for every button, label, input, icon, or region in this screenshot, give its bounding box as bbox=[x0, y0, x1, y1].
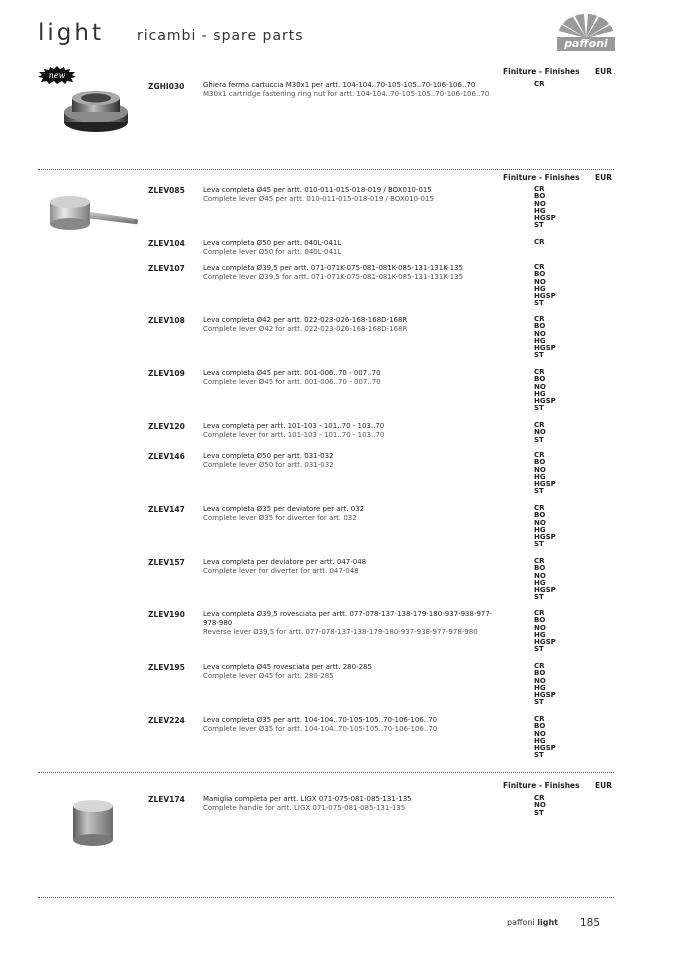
finish-code: HG bbox=[534, 683, 546, 692]
item-description bbox=[203, 422, 495, 440]
item-finishes bbox=[534, 558, 556, 602]
item-finishes bbox=[534, 186, 556, 230]
item-code: ZLEV195 bbox=[148, 663, 185, 672]
item-code: ZLEV108 bbox=[148, 316, 185, 325]
description-en: Complete lever Ø35 for diverter for art. 032 bbox=[203, 514, 357, 522]
finish-code: CR bbox=[534, 185, 545, 193]
finish-code: HGSP bbox=[534, 344, 556, 353]
item-finishes bbox=[534, 316, 556, 360]
finish-code: CR bbox=[534, 315, 545, 323]
item-finishes bbox=[534, 505, 556, 549]
finish-code: NO bbox=[534, 801, 546, 810]
description-it: Leva completa Ø42 per artt. 022-023-026-168-168D-168R bbox=[203, 316, 408, 324]
finish-code: ST bbox=[534, 698, 544, 707]
finish-code: HGSP bbox=[534, 744, 556, 753]
finish-code: NO bbox=[534, 729, 546, 738]
description-it: Leva completa per artt. 101-103 - 101..70 - 103..70 bbox=[203, 422, 385, 430]
finish-code: HG bbox=[534, 736, 546, 745]
item-description bbox=[203, 452, 495, 470]
item-finishes bbox=[534, 663, 556, 707]
finish-code: CR bbox=[534, 794, 545, 802]
finish-code: ST bbox=[534, 351, 544, 360]
finish-code: NO bbox=[534, 199, 546, 208]
finish-code: ST bbox=[534, 487, 544, 496]
finish-code: HG bbox=[534, 206, 546, 215]
item-finishes bbox=[534, 795, 546, 817]
item-finishes bbox=[534, 452, 556, 496]
section-2-column-header bbox=[503, 173, 612, 182]
new-badge-label: new bbox=[48, 71, 66, 80]
item-finishes bbox=[534, 239, 545, 246]
section-1-column-header bbox=[503, 67, 612, 76]
finish-code: CR bbox=[534, 715, 545, 723]
finish-code: ST bbox=[534, 435, 544, 444]
item-description bbox=[203, 558, 495, 576]
finish-code: HGSP bbox=[534, 480, 556, 489]
item-finishes bbox=[534, 422, 546, 444]
section-divider bbox=[38, 772, 614, 773]
finish-code: CR bbox=[534, 451, 545, 459]
finish-code: CR bbox=[534, 557, 545, 565]
finish-code: HGSP bbox=[534, 691, 556, 700]
description-en: Complete lever Ø35 for artt. 104-104..70-105-105..70-106-106..70 bbox=[203, 725, 438, 733]
description-it: Leva completa Ø35 per artt. 104-104..70-105-105..70-106-106..70 bbox=[203, 716, 438, 724]
finish-code: HG bbox=[534, 525, 546, 534]
ring-nut-image bbox=[60, 86, 132, 136]
finish-code: BO bbox=[534, 616, 546, 625]
page-subtitle: ricambi - spare parts bbox=[137, 28, 304, 44]
paffoni-logo bbox=[557, 14, 615, 54]
finish-code: HGSP bbox=[534, 638, 556, 647]
description-it: Leva completa Ø39,5 rovesciata per artt. 077-078-137-138-179-180-937-938-977-978-980 bbox=[203, 610, 493, 627]
description-en: Complete lever Ø45 for artt. 280-285 bbox=[203, 672, 334, 680]
eur-label: EUR bbox=[595, 67, 612, 76]
description-it: Leva completa Ø50 per artt. 040L-041L bbox=[203, 239, 342, 247]
item-description bbox=[203, 795, 495, 813]
finishes-label: Finiture - Finishes bbox=[503, 67, 580, 76]
description-en: Reverse lever Ø39,5 for artt. 077-078-137-138-179-180-937-938-977-978-980 bbox=[203, 628, 478, 636]
page-number: 185 bbox=[580, 917, 601, 929]
item-code: ZLEV224 bbox=[148, 716, 185, 725]
finish-code: CR bbox=[534, 421, 545, 429]
description-it: Leva completa Ø45 per artt. 010-011-015-018-019 / BOX010-015 bbox=[203, 186, 432, 194]
item-description bbox=[203, 264, 495, 282]
item-description bbox=[203, 663, 495, 681]
finish-code: NO bbox=[534, 277, 546, 286]
finish-code: HG bbox=[534, 389, 546, 398]
section-divider bbox=[38, 897, 614, 898]
item-description bbox=[203, 716, 495, 734]
item-code: ZLEV107 bbox=[148, 264, 185, 273]
footer-brand-name: paffoni bbox=[507, 918, 535, 927]
description-it: Leva completa Ø50 per artt. 031-032 bbox=[203, 452, 334, 460]
finish-code: HGSP bbox=[534, 214, 556, 223]
footer-brand bbox=[507, 918, 558, 927]
handle-image bbox=[70, 798, 116, 848]
finish-code: ST bbox=[534, 540, 544, 549]
item-description bbox=[203, 81, 495, 99]
description-it: Ghiera ferma cartuccia M30x1 per artt. 104-104..70-105-105..70-106-106..70 bbox=[203, 81, 476, 89]
description-it: Maniglia completa per artt. LIGX 071-075-081-085-131-135 bbox=[203, 795, 412, 803]
item-code: ZLEV104 bbox=[148, 239, 185, 248]
finish-code: BO bbox=[534, 669, 546, 678]
finish-code: HG bbox=[534, 630, 546, 639]
finish-code: NO bbox=[534, 465, 546, 474]
finish-code: BO bbox=[534, 322, 546, 331]
item-code: ZLEV174 bbox=[148, 795, 185, 804]
finish-code: BO bbox=[534, 722, 546, 731]
description-it: Leva completa Ø45 rovesciata per artt. 280-285 bbox=[203, 663, 372, 671]
description-en: Complete lever Ø45 per artt. 010-011-015-018-019 / BOX010-015 bbox=[203, 195, 434, 203]
new-badge bbox=[37, 66, 77, 84]
item-description bbox=[203, 505, 495, 523]
finish-code: ST bbox=[534, 404, 544, 413]
item-finishes bbox=[534, 264, 556, 308]
finish-code: BO bbox=[534, 458, 546, 467]
item-code: ZLEV109 bbox=[148, 369, 185, 378]
item-description bbox=[203, 316, 495, 334]
description-it: Leva completa Ø39,5 per artt. 071-071K-075-081-081K-085-131-131K-135 bbox=[203, 264, 463, 272]
item-code: ZLEV120 bbox=[148, 422, 185, 431]
finish-code: NO bbox=[534, 382, 546, 391]
description-en: Complete lever Ø42 for artt. 022-023-026-168-168D-168R bbox=[203, 325, 408, 333]
finish-code: ST bbox=[534, 593, 544, 602]
lever-image bbox=[46, 194, 140, 234]
finish-code: BO bbox=[534, 375, 546, 384]
finish-code: HGSP bbox=[534, 533, 556, 542]
description-en: Complete lever Ø45 for artt. 001-006..70 - 007..70 bbox=[203, 378, 381, 386]
finish-code: HGSP bbox=[534, 586, 556, 595]
finish-code: NO bbox=[534, 623, 546, 632]
section-3-column-header bbox=[503, 781, 612, 790]
description-it: Leva completa per deviatore per artt. 047-048 bbox=[203, 558, 367, 566]
finish-code: CR bbox=[534, 263, 545, 271]
description-it: Leva completa Ø45 per artt. 001-006..70 - 007..70 bbox=[203, 369, 381, 377]
page-title: light bbox=[38, 20, 104, 46]
item-description bbox=[203, 610, 495, 637]
finish-code: CR bbox=[534, 80, 545, 88]
finish-code: ST bbox=[534, 645, 544, 654]
item-code: ZLEV146 bbox=[148, 452, 185, 461]
finish-code: ST bbox=[534, 808, 544, 817]
finish-code: HG bbox=[534, 284, 546, 293]
finish-code: CR bbox=[534, 368, 545, 376]
item-description bbox=[203, 369, 495, 387]
finish-code: CR bbox=[534, 238, 545, 246]
description-en: M30x1 cartridge fastening ring nut for artt. 104-104..70-105-105..70-106-106..70 bbox=[203, 90, 490, 98]
item-description bbox=[203, 186, 495, 204]
section-divider bbox=[38, 169, 614, 170]
finish-code: BO bbox=[534, 564, 546, 573]
finishes-label: Finiture - Finishes bbox=[503, 173, 580, 182]
item-code: ZGHI030 bbox=[148, 82, 185, 91]
finish-code: HG bbox=[534, 472, 546, 481]
finish-code: HGSP bbox=[534, 397, 556, 406]
eur-label: EUR bbox=[595, 173, 612, 182]
footer-line-name: light bbox=[537, 918, 558, 927]
eur-label: EUR bbox=[595, 781, 612, 790]
finish-code: NO bbox=[534, 518, 546, 527]
finish-code: BO bbox=[534, 511, 546, 520]
finish-code: HGSP bbox=[534, 292, 556, 301]
fan-logo-icon bbox=[557, 14, 615, 38]
item-finishes bbox=[534, 716, 556, 760]
item-finishes bbox=[534, 369, 556, 413]
item-code: ZLEV085 bbox=[148, 186, 185, 195]
description-en: Complete lever Ø39,5 for artt. 071-071K-075-081-081K-085-131-131K-135 bbox=[203, 273, 464, 281]
finish-code: ST bbox=[534, 299, 544, 308]
description-en: Complete lever for diverter for artt. 047-048 bbox=[203, 567, 359, 575]
logo-wordmark: paffoni bbox=[557, 37, 615, 51]
finish-code: NO bbox=[534, 329, 546, 338]
item-finishes bbox=[534, 610, 556, 654]
item-code: ZLEV157 bbox=[148, 558, 185, 567]
finish-code: NO bbox=[534, 428, 546, 437]
item-finishes bbox=[534, 81, 545, 88]
item-description bbox=[203, 239, 495, 257]
finish-code: NO bbox=[534, 676, 546, 685]
description-en: Complete lever for artt. 101-103 - 101..70 - 103..70 bbox=[203, 431, 385, 439]
item-code: ZLEV147 bbox=[148, 505, 185, 514]
description-en: Complete lever Ø50 for artt. 031-032 bbox=[203, 461, 334, 469]
description-en: Complete handle for artt. LIGX 071-075-081-085-131-135 bbox=[203, 804, 406, 812]
finish-code: BO bbox=[534, 270, 546, 279]
finish-code: HG bbox=[534, 336, 546, 345]
description-it: Leva completa Ø35 per deviatore per art. 032 bbox=[203, 505, 365, 513]
description-en: Complete lever Ø50 for artt. 040L-041L bbox=[203, 248, 342, 256]
item-code: ZLEV190 bbox=[148, 610, 185, 619]
finish-code: ST bbox=[534, 221, 544, 230]
finish-code: CR bbox=[534, 504, 545, 512]
finish-code: ST bbox=[534, 751, 544, 760]
finish-code: BO bbox=[534, 192, 546, 201]
finish-code: NO bbox=[534, 571, 546, 580]
finish-code: HG bbox=[534, 578, 546, 587]
finish-code: CR bbox=[534, 609, 545, 617]
finishes-label: Finiture - Finishes bbox=[503, 781, 580, 790]
finish-code: CR bbox=[534, 662, 545, 670]
